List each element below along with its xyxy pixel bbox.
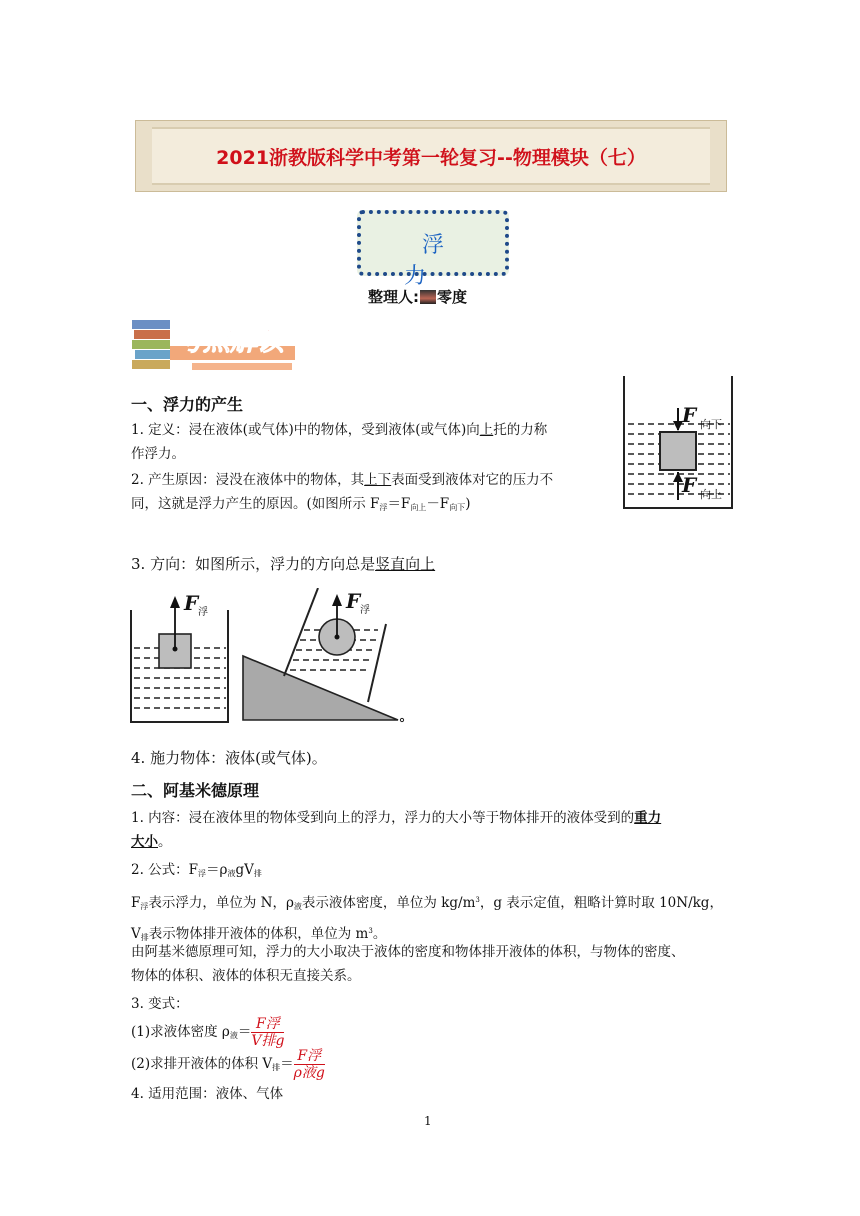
text: 表示浮力，单位为 N，ρ (148, 895, 294, 911)
text: ＝ρ (206, 862, 228, 878)
underlined-answer: 上 (479, 422, 494, 438)
topic-title: 浮力 (403, 233, 480, 289)
superscript: 3 (475, 896, 480, 904)
numerator: F浮 (294, 1048, 325, 1065)
text: ＝ (237, 1024, 252, 1040)
subscript: 液 (293, 902, 302, 911)
right-f-label: F (346, 589, 361, 613)
fraction (294, 1048, 325, 1081)
numerator: F浮 (251, 1016, 284, 1033)
text: 1. 内容：浸在液体里的物体受到向上的浮力，浮力的大小等于物体排开的液体受到的 (131, 810, 635, 826)
kaodian-logo (132, 318, 297, 376)
content-paragraph (131, 806, 736, 854)
document-title: 2021浙教版科学中考第一轮复习--物理模块（七） (216, 147, 646, 169)
author-name: 零度 (437, 288, 468, 306)
text: 1. 定义：浸在液体(或气体)中的物体，受到液体(或气体)向 (131, 422, 480, 438)
text: 表示液体密度，单位为 kg/m (301, 895, 476, 911)
subscript: 排 (272, 1063, 281, 1072)
underlined-answer: 上下 (364, 472, 392, 488)
text: 托的力称 (493, 422, 548, 438)
left-f-sub: 浮 (198, 607, 208, 618)
scope-line: 4. 适用范围：液体、气体 (131, 1086, 284, 1102)
denominator: V排g (251, 1033, 285, 1049)
variants-heading: 3. 变式： (131, 996, 189, 1012)
subscript: 排 (253, 869, 262, 878)
fraction (251, 1016, 284, 1049)
text: (2)求排开液体的体积 V (131, 1056, 273, 1072)
text: 2. 产生原因：浸没在液体中的物体，其 (131, 472, 365, 488)
direction-figure (128, 588, 408, 726)
conclusion-paragraph (131, 940, 736, 988)
text: 3. 方向：如图所示，浮力的方向总是 (131, 555, 376, 573)
text: gV (235, 862, 254, 878)
variant-volume (131, 1048, 325, 1081)
cube (660, 432, 696, 470)
left-f-label: F (184, 591, 199, 615)
page-number: 1 (424, 1114, 432, 1128)
subscript: 向上 (410, 503, 427, 512)
section1-heading: 一、浮力的产生 (131, 395, 244, 414)
f-sub-bottom: 向上 (700, 488, 722, 501)
text: 同，这就是浮力产生的原因。(如图所示 F (131, 496, 380, 512)
text: 物体的体积、液体的体积无直接关系。 (131, 968, 361, 984)
author-line (368, 286, 467, 307)
text: －F (426, 496, 450, 512)
pressure-figure (620, 376, 738, 510)
section2-heading: 二、阿基米德原理 (131, 781, 260, 800)
underlined-answer: 竖直向上 (375, 555, 436, 573)
text: F (131, 895, 141, 911)
cause-paragraph (131, 468, 616, 520)
subscript: 浮 (140, 902, 149, 911)
f-label-bottom: F (682, 473, 697, 497)
subscript: 液 (227, 869, 236, 878)
text: ＝F (387, 496, 411, 512)
text: ) (465, 496, 471, 512)
title-banner (135, 120, 727, 192)
variant-density (131, 1016, 284, 1049)
text: 作浮力。 (131, 446, 185, 462)
source-paragraph: 4. 施力物体：液体(或气体)。 (131, 749, 327, 767)
f-label-top: F (682, 403, 697, 427)
subscript: 向下 (449, 503, 466, 512)
text: 。 (158, 834, 172, 850)
subscript: 浮 (198, 869, 207, 878)
subscript: 排 (140, 933, 149, 942)
direction-paragraph (131, 552, 435, 576)
text: 。 (372, 926, 387, 942)
author-label: 整理人: (368, 288, 419, 306)
text: V (131, 926, 141, 942)
topic-box (357, 210, 509, 289)
underlined-answer: 大小 (131, 834, 158, 850)
subscript: 液 (229, 1031, 238, 1040)
text: (1)求液体密度 ρ (131, 1024, 230, 1040)
subscript: 浮 (379, 503, 388, 512)
denominator: ρ液g (293, 1065, 325, 1081)
incline-wedge (243, 656, 398, 720)
text: 由阿基米德原理可知，浮力的大小取决于液体的密度和物体排开液体的体积，与物体的密度、 (131, 944, 685, 960)
author-avatar-icon (420, 290, 436, 304)
right-f-sub: 浮 (360, 605, 370, 616)
underlined-answer: 重力 (634, 810, 662, 826)
text: 2. 公式：F (131, 862, 199, 878)
formula-line (131, 858, 262, 886)
kaodian-text: 考点解读 (176, 326, 284, 357)
text: 表示物体排开液体的体积，单位为 m (148, 926, 369, 942)
f-sub-top: 向下 (700, 418, 722, 431)
text: 表面受到液体对它的压力不 (391, 472, 554, 488)
superscript: 3 (368, 927, 373, 935)
definition-paragraph (131, 418, 616, 466)
text: ，g 表示定值，粗略计算时取 10N/kg， (479, 895, 723, 911)
text: ＝ (280, 1056, 294, 1072)
